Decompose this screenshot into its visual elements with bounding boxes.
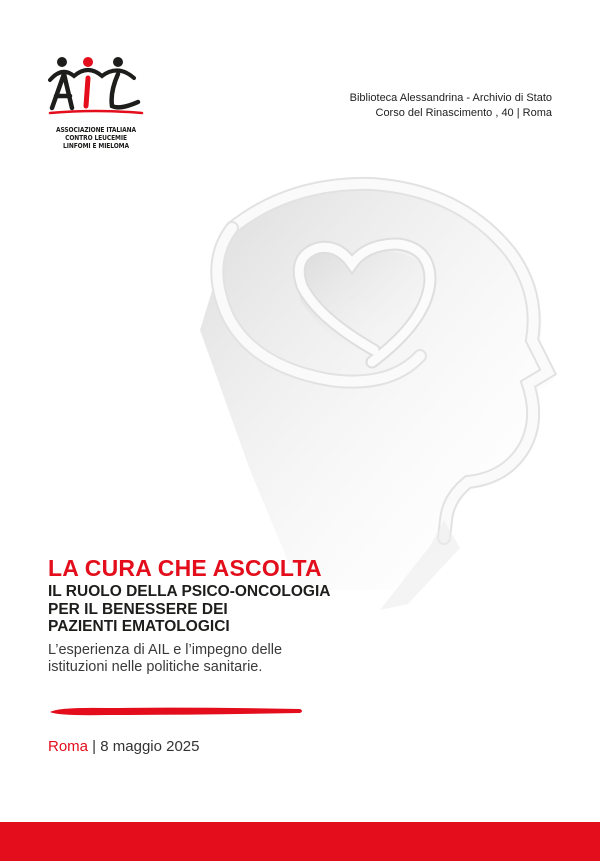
red-brush-stroke bbox=[48, 704, 304, 718]
venue-address: Corso del Rinascimento , 40 | Roma bbox=[375, 107, 552, 119]
event-title: LA CURA CHE ASCOLTA bbox=[48, 555, 322, 581]
logo-subtitle-line: CONTRO LEUCEMIE bbox=[65, 134, 127, 143]
title-block bbox=[48, 553, 548, 677]
logo-subtitle-line: ASSOCIAZIONE ITALIANA bbox=[55, 126, 137, 134]
description-line: istituzioni nelle politiche sanitarie. bbox=[48, 659, 263, 675]
event-date-text: 8 maggio 2025 bbox=[100, 738, 200, 755]
footer-red-bar bbox=[0, 822, 600, 861]
date-separator: | bbox=[88, 738, 101, 755]
subtitle-line: PAZIENTI EMATOLOGICI bbox=[48, 618, 230, 635]
event-date bbox=[48, 738, 200, 755]
event-city: Roma bbox=[48, 738, 89, 755]
event-subtitle bbox=[48, 583, 548, 636]
event-description bbox=[48, 642, 548, 677]
subtitle-line: IL RUOLO DELLA PSICO-ONCOLOGIA bbox=[48, 583, 331, 600]
subtitle-line: PER IL BENESSERE DEI bbox=[48, 600, 228, 618]
logo-subtitle-line: LINFOMI E MIELOMA bbox=[63, 142, 129, 151]
description-line: L’esperienza di AIL e l’impegno delle bbox=[48, 641, 283, 658]
venue-name: Biblioteca Alessandrina - Archivio di Stato bbox=[349, 92, 552, 104]
